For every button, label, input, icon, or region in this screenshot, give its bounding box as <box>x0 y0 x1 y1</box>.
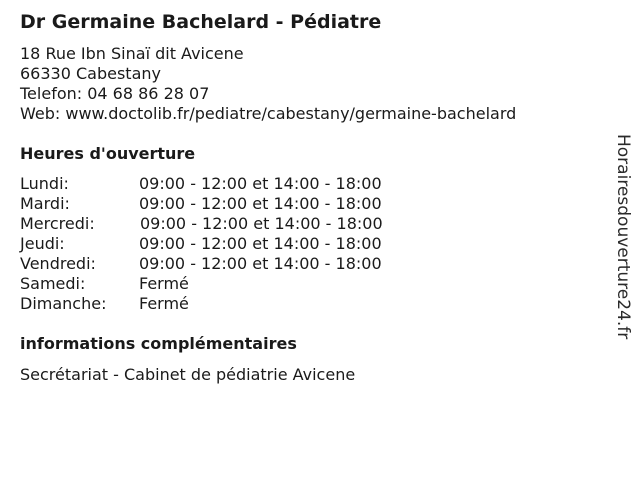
address-block <box>20 44 516 124</box>
website-link[interactable]: Web: www.doctolib.fr/pediatre/cabestany/germaine-bachelard <box>20 104 517 123</box>
day-label: Mardi: <box>20 194 70 213</box>
city-address: 66330 Cabestany <box>20 64 161 83</box>
day-label: Vendredi: <box>20 254 96 273</box>
day-hours: 09:00 - 12:00 et 14:00 - 18:00 <box>139 254 382 273</box>
day-hours: 09:00 - 12:00 et 14:00 - 18:00 <box>139 234 382 253</box>
day-label: Dimanche: <box>20 294 107 313</box>
day-hours: Fermé <box>139 294 189 313</box>
hours-row-wednesday <box>20 214 440 234</box>
hours-row-saturday <box>20 274 440 294</box>
additional-info-text: Secrétariat - Cabinet de pédiatrie Avicene <box>20 365 356 384</box>
page-title: Dr Germaine Bachelard - Pédiatre <box>20 11 382 33</box>
hours-row-friday <box>20 254 440 274</box>
hours-row-monday <box>20 174 440 194</box>
hours-row-sunday <box>20 294 440 314</box>
additional-info-heading: informations complémentaires <box>20 334 297 353</box>
day-hours: Fermé <box>139 274 189 293</box>
day-hours: 09:00 - 12:00 et 14:00 - 18:00 <box>140 214 383 233</box>
phone-number[interactable]: Telefon: 04 68 86 28 07 <box>20 84 210 103</box>
day-label: Mercredi: <box>20 214 95 233</box>
opening-hours-heading: Heures d'ouverture <box>20 144 196 163</box>
site-watermark: Horairesdouverture24.fr <box>613 134 633 340</box>
hours-row-thursday <box>20 234 440 254</box>
day-hours: 09:00 - 12:00 et 14:00 - 18:00 <box>139 194 382 213</box>
opening-hours-table <box>20 174 440 314</box>
day-label: Samedi: <box>20 274 86 293</box>
street-address: 18 Rue Ibn Sinaï dit Avicene <box>20 44 244 63</box>
hours-row-tuesday <box>20 194 440 214</box>
day-label: Jeudi: <box>20 234 65 253</box>
day-hours: 09:00 - 12:00 et 14:00 - 18:00 <box>139 174 382 193</box>
day-label: Lundi: <box>20 174 69 193</box>
